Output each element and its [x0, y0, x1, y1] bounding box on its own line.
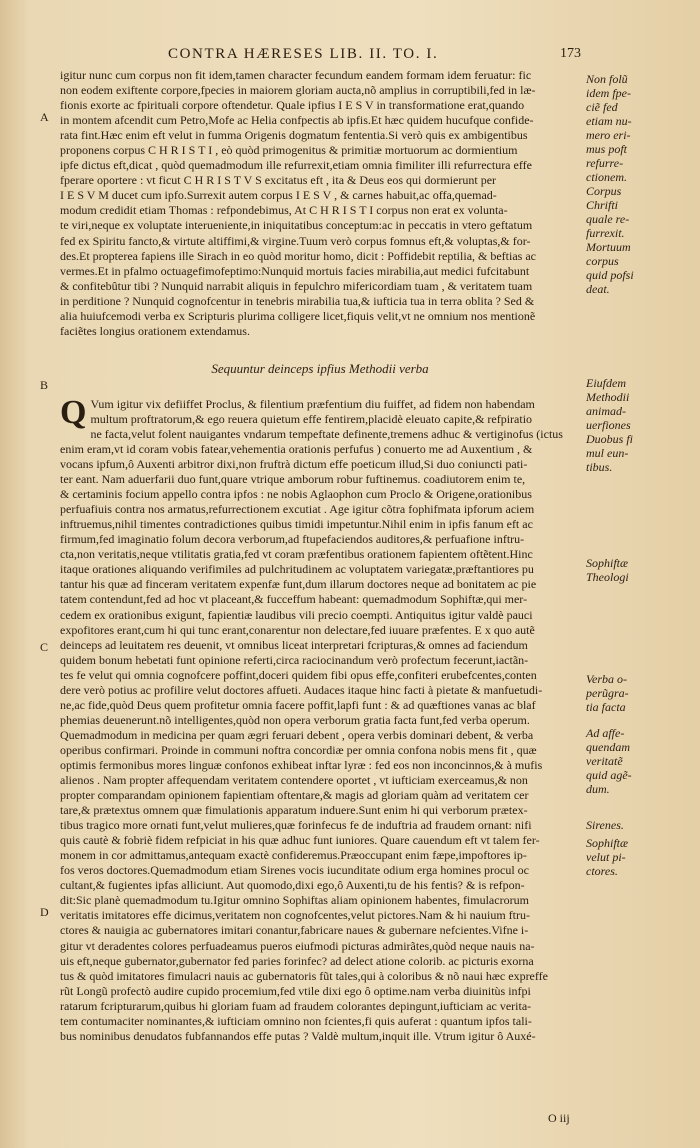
margin-note-line: ciẽ fed [586, 100, 618, 114]
text-line: fed ex Spiritu fancto,& virtute altiffimi,& virgine.Tuum verò corpus fomnus eft,& voluptas,& for- [60, 233, 531, 248]
text-line: multum proftratorum,& ego reuera quietum effe fentirem,placidè eleuato capite,& refpiratio [90, 411, 533, 426]
margin-note-line: uerfiones [586, 418, 631, 432]
text-line: tibus tragico more ornati funt,velut mulieres,quæ forinfecus fe de induftria ad fraudem ornant: nifi [60, 818, 532, 833]
margin-note-line: quale re- [586, 212, 630, 226]
margin-note-line: Chrifti [586, 198, 619, 212]
text-line: inftruemus,nihil timentes contradictiones quibus timidi impetuntur.Nihil enim in ipfis fanum eft ac [60, 517, 533, 532]
margin-note-line: Ad affe- [586, 726, 625, 740]
text-line: quis cautè & fobriè fidem refpiciat in his quæ adhuc funt iuniores. Quare cauendum eft vt talem fer- [60, 833, 540, 848]
text-line: in perditione ? Nunquid cognofcentur in tenebris mirabilia tua,& iufticia tua in terra oblita ? Sed & [60, 293, 535, 308]
margin-note-line: corpus [586, 254, 619, 268]
margin-note-line: ctores. [586, 864, 618, 878]
paragraph-origen [60, 68, 580, 339]
text-line: ne,ac fide,quòd Deus quem profitetur omnia facere poffit,lapfi funt : & ad quæftiones vanas ac blaf [60, 697, 536, 712]
margin-note-line: Sophiftæ [586, 836, 629, 850]
text-line: modum credidit etiam Thomas : refpondebimus, At C H R I S T I corpus non erat ex volunta- [60, 203, 508, 218]
text-line: gitur vt deradentes colores perfuadeamus pueros eiufmodi picturas admirãtes,quòd neque nauis na- [60, 938, 535, 953]
text-line: expofitores erant,cum hi qui tunc erant,conarentur non delectare,fed iuuare præfentes. E x quo autẽ [60, 622, 535, 637]
text-line: tatem contendunt,fed ad hoc vt placeant,& fucceffum habeant: quemadmodum Sophiftæ,qui mer- [60, 592, 528, 607]
margin-note-line: quid agẽ- [586, 768, 632, 782]
text-line: uis eft,neque gubernator,gubernator fed paries forinfec? ad delect atione colorib. ac picturis exorna [60, 953, 534, 968]
margin-note-resurrection [586, 72, 686, 296]
text-line: itaque orationes aliquando verifimiles ad pulchritudinem ac voluptatem variegatæ,præftantiores pu [60, 562, 534, 577]
margin-note-line: ctionem. [586, 170, 627, 184]
text-line: te viri,neque ex voluptate interueniente,in iniquitatibus conceptum:ac in peccatis in vtero geftatum [60, 218, 533, 233]
section-marker-a: A [40, 110, 49, 124]
margin-note-line: Verba o- [586, 672, 627, 686]
margin-note-line: Sirenes. [586, 818, 624, 832]
text-line: fperare oportere : vt ficut C H R I S T V S excitatus eft , ita & Deus eos qui dormierunt per [60, 173, 497, 188]
text-line: & certaminis focium appello contra ipfos : ne nobis Aglaophon cum Proclo & Origene,orationibus [60, 487, 532, 502]
text-line: veritatis imitatores effe dicimus,veritatem non cognofcentes,velut pictores.Nam & hi nauium ftru- [60, 908, 530, 923]
text-line: & confitebûtur tibi ? Nunquid narrabit aliquis in fepulchro mifericordiam tuam , & veritatem tuam [60, 278, 533, 293]
text-line: faciẽtes longius orationem extendamus. [60, 323, 250, 338]
text-line: proponens corpus C H R I S T I , eò quòd primogenitus & primitiæ mortuorum ac dormientium [60, 143, 518, 158]
text-line: monem in cor admittamus,antequam exactè confideremus.Præoccupant enim fæpe,impoftores ip- [60, 848, 527, 863]
text-line: ter eant. Nam aduerfarii duo funt,quare vtrique amborum robur fuftinemus. coadiutorem enim te, [60, 472, 526, 487]
text-line: firmum,fed imaginatio folum decora verborum,ad ftupefaciendos auditores,& perfuafione inftru- [60, 532, 525, 547]
text-line: fos veros doctores.Quemadmodum etiam Sirenes vocis iucunditate odium erga homines procul oc [60, 863, 530, 878]
signature-mark: O iij [548, 1111, 570, 1125]
text-line: ipfe dictus eft,dicat , quòd quemadmodum ille refurrexit,etiam omnia fimiliter illi refurrectura effe [60, 158, 532, 173]
margin-note-sirenes [586, 818, 686, 832]
text-line: I E S V M ducet cum ipfo.Surrexit autem corpus I E S V , & carnes habuit,ac offa,quemad- [60, 188, 497, 203]
margin-note-line: furrexit. [586, 226, 625, 240]
text-line: cedem ex orationibus exigunt, fapientiæ laudibus vili precio coempti. Antiquitus igitur valdè pauci [60, 607, 533, 622]
margin-note-line: dum. [586, 782, 610, 796]
text-line: ne facta,velut folent nauigantes vndarum tempeftate definente,tremens adhuc & vertiginofus (ictus [90, 426, 563, 441]
margin-note-verba [586, 672, 686, 714]
text-line: propter comparandam opinionem fapientiam oftentare,& magis ad gloriam quàm ad veritatem cer [60, 788, 529, 803]
text-line: des.Et propterea fapiens ille Sirach in eo quòd moritur homo, dicit : Poffidebit reptilia, & beftias ac [60, 248, 536, 263]
text-line: Vum igitur vix defiiffet Proclus, & filentium præfentium diu fuiffet, ad fidem non habendam [90, 396, 535, 411]
margin-note-line: Mortuum [586, 240, 631, 254]
margin-note-line: tibus. [586, 460, 613, 474]
margin-note-line: mus poft [586, 142, 628, 156]
text-line: cta,non veritatis,neque vtilitatis gratia,fed vt coram præfentibus orationem fapientem oftẽtent.Hinc [60, 547, 533, 562]
text-line: ctores & nauigia ac gubernatores imitari conantur,fabricare naues & gubernare nefcientes.Vifne i- [60, 923, 529, 938]
margin-note-pictores [586, 836, 686, 878]
page-number: 173 [560, 46, 581, 61]
margin-note-line: Methodii [586, 390, 630, 404]
text-line: Quemadmodum in medicina per quam ægri feruari debent , opera verbis dominari debent, & verba [60, 727, 534, 742]
text-line: bus nominibus denudatos fubfannandos effe putas ? Valdè multum,inquit ille. Vtrum igitur ô Auxé- [60, 1028, 536, 1043]
text-line: tes fe velut qui omnia cognofcere poffint,doceri quidem fibi opus effe,confiteri erubefcentes,conten [60, 667, 537, 682]
margin-note-line: mero eri- [586, 128, 631, 142]
text-line: dere verò potius ac profilire velut doctores affueti. Audaces itaque hinc facti à pietate & manfuetudi- [60, 682, 543, 697]
text-line: alienos . Nam propter affequendam veritatem contendere oportet , vt iufticiam exerceamus,& non [60, 773, 528, 788]
margin-note-line: tia facta [586, 700, 626, 714]
text-line: optimis fermonibus mores linguæ confonos exhibeat inftar lyræ : fed eos non inconcinnos,& à mufis [60, 757, 543, 772]
text-line: rũt Longũ profectò audire cupido procemium,fed vtile dixi ego ô optime.nam verba diuinitùs infpi [60, 983, 531, 998]
text-line: ratarum fcripturarum,quibus hi gloriam fuam ad fraudem colorantes depingunt,iufticiam ac verita- [60, 998, 532, 1013]
margin-note-line: mul eun- [586, 446, 629, 460]
margin-note-line: Theologi [586, 570, 629, 584]
text-line: tus & quòd imitatores fimulacri nauis ac gubernatoris fũt tales,qui à coloribus & nõ naui hæc expreffe [60, 968, 548, 983]
margin-note-line: quendam [586, 740, 630, 754]
text-line: alia huiufcemodi verba ex Scripturis plurima colligere licet,fiquis velit,vt ne omnium nos mentionẽ [60, 308, 536, 323]
margin-note-line: Corpus [586, 184, 622, 198]
margin-note-line: etiam nu- [586, 114, 632, 128]
margin-note-line: veritatẽ [586, 754, 623, 768]
margin-note-line: animad- [586, 404, 626, 418]
margin-note-line: Eiufdem [586, 376, 626, 390]
text-line: cultant,& fugientes ipfas alliciunt. Aut quomodo,dixi ego,ô Auxenti,tu de his fentis? & is refpon- [60, 878, 525, 893]
margin-note-line: refurre- [586, 156, 624, 170]
main-text [60, 68, 580, 1044]
text-line: tantur his quæ ad finceram veritatem expenfæ funt,dum illarum doctores neque ad bonitatem ac pie [60, 577, 537, 592]
margin-note-line: idem fpe- [586, 86, 631, 100]
section-marker-d: D [40, 905, 49, 919]
text-line: vermes.Et in pfalmo octuagefimofeptimo:Nunquid mortuis facies mirabilia,aut medici fufcitabunt [60, 263, 530, 278]
text-line: dit:Sic planè quemadmodum tu.Igitur omnino Sophiftas aliam opinionem habentes, fimulacrorum [60, 893, 529, 908]
margin-note-line: deat. [586, 282, 610, 296]
paragraph-methodius [60, 393, 580, 1044]
text-line: non eodem exiftente corpore,fpecies in maiorem gloriam aucta,nõ amplius in corruptibili,fed in læ- [60, 83, 536, 98]
text-line: deinceps ad leuitatem res deuenit, vt omnibus liceat interpretari fcripturas,& omnes ad faciendum [60, 637, 528, 652]
text-line: in montem afcendit cum Petro,Mofe ac Helia confpectis ab ipfis.Et hæc quidem hucufque confide- [60, 113, 534, 128]
text-line: igitur nunc cum corpus non fit idem,tamen character fecundum eandem formam idem feruatur: fic [60, 68, 532, 82]
running-title: CONTRA HÆRESES LIB. II. TO. I. [168, 46, 439, 62]
text-line: rata fint.Hæc enim eft velut in fumma Origenis dogmatum fententia.Si verò quis ex ambigentibus [60, 128, 528, 143]
margin-note-line: Sophiftæ [586, 556, 629, 570]
text-line: quidem bonum hebetati funt opinione referti,circa raciocinandum verò profectum fecerunt,iactãn- [60, 652, 529, 667]
text-line: fionis exorte ac fpirituali corpore oftendetur. Quale ipfius I E S V in transformatione erat,quando [60, 98, 525, 113]
margin-note-methodius [586, 376, 686, 474]
drop-cap: Q [60, 393, 87, 431]
margin-note-veritas [586, 726, 686, 796]
text-line: vocans ipfum,ô Auxenti arbitror dixi,non fruftrà dictum effe poeticum illud,Si duo coniuncti pati- [60, 457, 528, 472]
text-line: tare,& prætextus omnem quæ fimulationis apparatum induere.Sunt enim hi qui verborum prætex- [60, 803, 528, 818]
margin-note-sophists [586, 556, 686, 584]
section-marker-c: C [40, 640, 49, 654]
text-line: enim eram,vt id coram vobis fatear,vehementia orationis perfufus ) conuerto me ad Auxentium , & [60, 441, 533, 456]
margin-note-line: Non folũ [586, 72, 628, 86]
text-line: tem contumaciter nominantes,& iufticiam omnino non fcientes,fi quis auferat : quantum ipfos tali- [60, 1013, 532, 1028]
text-line: operibus confirmari. Proinde in communi noftra concordiæ per omnia confona nobis mens fit , quæ [60, 742, 537, 757]
page-header [0, 44, 700, 68]
margin-note-line: quid pofsi [586, 268, 634, 282]
text-line: perfuafiuis contra nos armatus,refurrectionem excutiat . Age igitur cõtra fophifmata ipforum aciem [60, 502, 535, 517]
section-heading: Sequuntur deinceps ipfius Methodii verba [211, 360, 429, 376]
text-line: phemias deuenerunt.nõ intelligentes,quòd non opera verborum gratia facta funt,fed verba operum. [60, 712, 530, 727]
section-marker-b: B [40, 378, 49, 392]
margin-note-line: perũgra- [586, 686, 629, 700]
margin-note-line: velut pi- [586, 850, 626, 864]
margin-note-line: Duobus fi [586, 432, 634, 446]
